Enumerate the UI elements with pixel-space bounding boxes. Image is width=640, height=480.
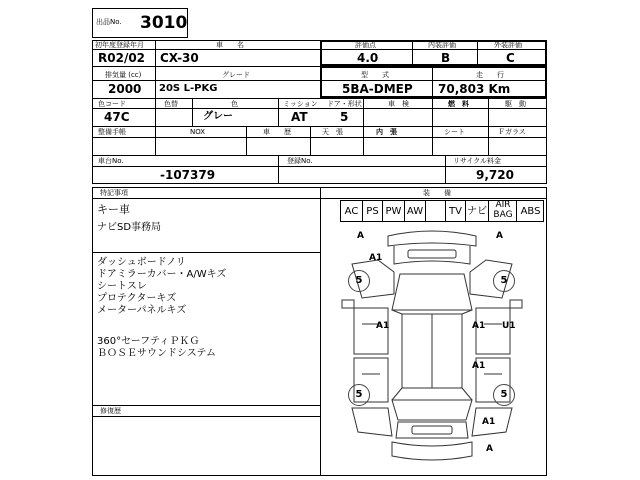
interior-trim-label: 内 張 xyxy=(376,128,397,136)
model-value: 5BA-DMEP xyxy=(342,82,413,96)
recycle-fee-value: 9,720 xyxy=(476,168,514,182)
damage-mark-u1: U1 xyxy=(502,321,516,331)
equipment-ac: AC xyxy=(344,206,359,217)
equipment-airbag: AIR BAG xyxy=(493,200,513,220)
tire-rear-right: 5 xyxy=(493,384,515,406)
tire-front-left: 5 xyxy=(348,270,370,292)
color-value: グレー xyxy=(203,111,233,122)
note-line: ダッシュボードノリ xyxy=(97,257,186,268)
color-code-label: 色コード xyxy=(98,100,126,108)
equipment-aw: AW xyxy=(406,206,424,217)
note-line: プロテクターキズ xyxy=(97,293,177,304)
recycle-fee-label: リサイクル料金 xyxy=(453,157,502,165)
damage-mark-a1-center: A1 xyxy=(472,321,486,331)
equipment-ps: PS xyxy=(366,206,379,217)
color-label: 色 xyxy=(231,100,238,108)
transmission-label: ミッション xyxy=(283,100,318,108)
roof-lining-label: 天 張 xyxy=(322,128,343,136)
doors-shape-label: ドア・形状 xyxy=(327,100,362,108)
damage-mark-rear: A xyxy=(486,444,493,454)
interior-score-value: B xyxy=(441,51,451,65)
special-notes-label: 特記事項 xyxy=(100,189,128,197)
car-name-label: 車 名 xyxy=(216,41,244,49)
doors-shape-value: 5 xyxy=(340,110,349,124)
damage-mark-a1-left: A1 xyxy=(376,321,390,331)
displacement-label: 排気量 (cc) xyxy=(105,71,142,79)
note-line: キー車 xyxy=(97,203,130,216)
note-line: メーターパネルキズ xyxy=(97,305,187,316)
registration-number-label: 登録No. xyxy=(287,157,313,165)
color-change-label: 色替 xyxy=(164,100,178,108)
transmission-value: AT xyxy=(291,110,308,124)
grade-value: 20S L-PKG xyxy=(159,83,218,94)
grade-label: グレード xyxy=(222,71,250,79)
score-label: 評価点 xyxy=(355,41,376,49)
equipment-tv: TV xyxy=(449,206,462,217)
note-line: 360°セーフティＰＫＧ xyxy=(97,336,200,347)
model-label: 型 式 xyxy=(361,71,389,79)
lot-number-value: 3010 xyxy=(140,13,188,33)
front-glass-label: Ｆガラス xyxy=(498,128,526,136)
note-line: ドアミラーカバー・A/Wキズ xyxy=(97,269,227,280)
maintenance-record-label: 整備手帳 xyxy=(98,128,126,136)
interior-score-label: 内装評価 xyxy=(428,41,456,49)
damage-mark-front-right: A xyxy=(496,231,503,241)
chassis-number-label: 車台No. xyxy=(98,157,124,165)
score-value: 4.0 xyxy=(357,51,379,65)
car-body-diagram xyxy=(322,224,544,476)
tire-front-right: 5 xyxy=(493,270,515,292)
first-registration-label: 初年度登録年月 xyxy=(95,41,144,49)
exterior-score-value: C xyxy=(506,51,515,65)
fuel-label: 燃 料 xyxy=(448,100,469,108)
vehicle-inspection-label: 車 検 xyxy=(388,100,409,108)
chassis-number-value: -107379 xyxy=(160,168,216,182)
damage-mark-a1-front: A1 xyxy=(369,253,383,263)
mileage-label: 走 行 xyxy=(476,71,504,79)
mileage-value: 70,803 Km xyxy=(438,82,511,96)
exterior-score-label: 外装評価 xyxy=(494,41,522,49)
seat-label: シート xyxy=(444,128,465,136)
drive-label: 駆 動 xyxy=(505,100,526,108)
damage-mark-a1-rear: A1 xyxy=(482,417,496,427)
repair-history-label: 修復歴 xyxy=(100,407,121,415)
damage-mark-a1-right-rear: A1 xyxy=(472,361,486,371)
equipment-navi: ナビ xyxy=(467,206,487,217)
tire-rear-left: 5 xyxy=(348,384,370,406)
nox-label: NOX xyxy=(190,128,206,136)
note-line: ナビSD事務局 xyxy=(97,222,162,233)
first-registration-value: R02/02 xyxy=(98,51,146,65)
displacement-value: 2000 xyxy=(108,82,142,96)
color-code-value: 47C xyxy=(104,110,130,124)
car-name-value: CX-30 xyxy=(160,51,199,65)
vehicle-history-label: 車 歴 xyxy=(263,128,291,136)
equipment-label: 装 備 xyxy=(423,189,451,197)
equipment-abs: ABS xyxy=(520,206,541,217)
note-line: ＢＯＳＥサウンドシステム xyxy=(97,348,216,359)
lot-number-label: 出品No. xyxy=(96,18,122,26)
note-line: シートスレ xyxy=(97,281,147,292)
equipment-pw: PW xyxy=(385,206,402,217)
damage-mark-front-left: A xyxy=(357,231,364,241)
